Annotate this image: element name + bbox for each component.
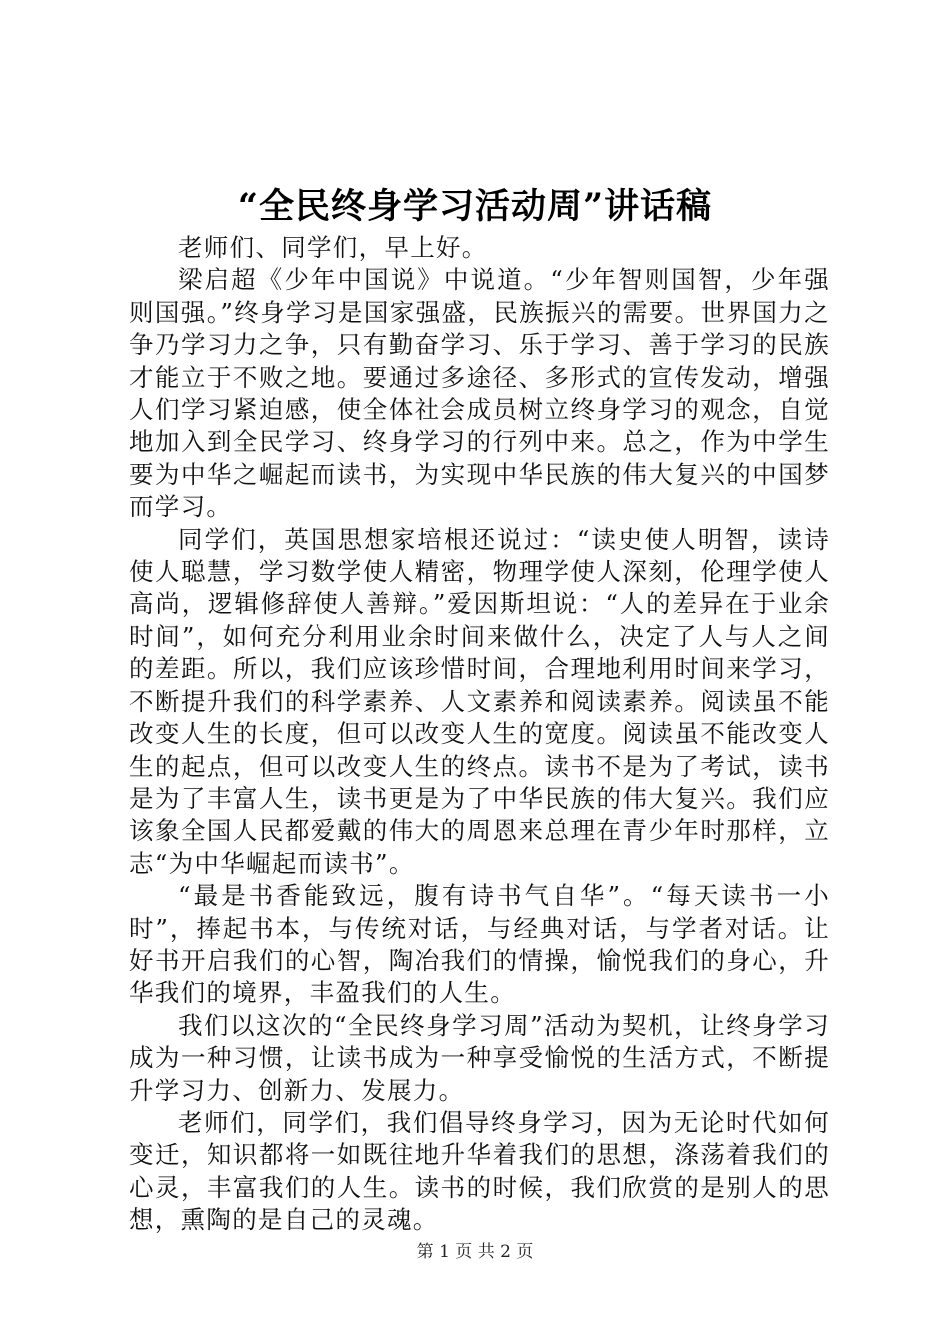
- paragraph-greeting: 老师们、同学们，早上好。: [178, 233, 488, 262]
- paragraph: 同学们，英国思想家培根还说过：“读史使人明智，读诗使人聪慧，学习数学使人精密，物理学使人深刻，伦理学使人高尚，逻辑修辞使人善辩。”爱因斯坦说：“人的差异在于业余时间”，如何充分利用业余时间来做什么，决定了人与人之间的差距。所以，我们应该珍惜时间，合理地利用时间来学习，不断提升我们的科学素养、人文素养和阅读素养。阅读虽不能改变人生的长度，但可以改变人生的宽度。阅读虽不能改变人生的起点，但可以改变人生的终点。读书不是为了考试，读书是为了丰富人生，读书更是为了中华民族的伟大复兴。我们应该象全国人民都爱戴的伟大的周恩来总理在青少年时那样，立志“为中华崛起而读书”。: [129, 524, 830, 878]
- paragraph: 我们以这次的“全民终身学习周”活动为契机，让终身学习成为一种习惯，让读书成为一种享受愉悦的生活方式，不断提升学习力、创新力、发展力。: [129, 1010, 830, 1105]
- paragraph: 老师们，同学们，我们倡导终身学习，因为无论时代如何变迁，知识都将一如既往地升华着我们的思想，涤荡着我们的心灵，丰富我们的人生。读书的时候，我们欣赏的是别人的思想，熏陶的是自己的灵魂。: [129, 1107, 830, 1235]
- document-title: “全民终身学习活动周”讲话稿: [237, 186, 713, 227]
- paragraph: “最是书香能致远，腹有诗书气自华”。“每天读书一小时”，捧起书本，与传统对话，与经典对话，与学者对话。让好书开启我们的心智，陶冶我们的情操，愉悦我们的身心，升华我们的境界，丰盈我们的人生。: [129, 881, 830, 1008]
- paragraph: 梁启超《少年中国说》中说道。“少年智则国智，少年强则国强。”终身学习是国家强盛，民族振兴的需要。世界国力之争乃学习力之争，只有勤奋学习、乐于学习、善于学习的民族才能立于不败之地。要通过多途径、多形式的宣传发动，增强人们学习紧迫感，使全体社会成员树立终身学习的观念，自觉地加入到全民学习、终身学习的行列中来。总之，作为中学生要为中华之崛起而读书，为实现中华民族的伟大复兴的中国梦而学习。: [129, 265, 830, 522]
- page-number-footer: 第 1 页 共 2 页: [416, 1242, 534, 1262]
- document-body: [129, 232, 830, 1237]
